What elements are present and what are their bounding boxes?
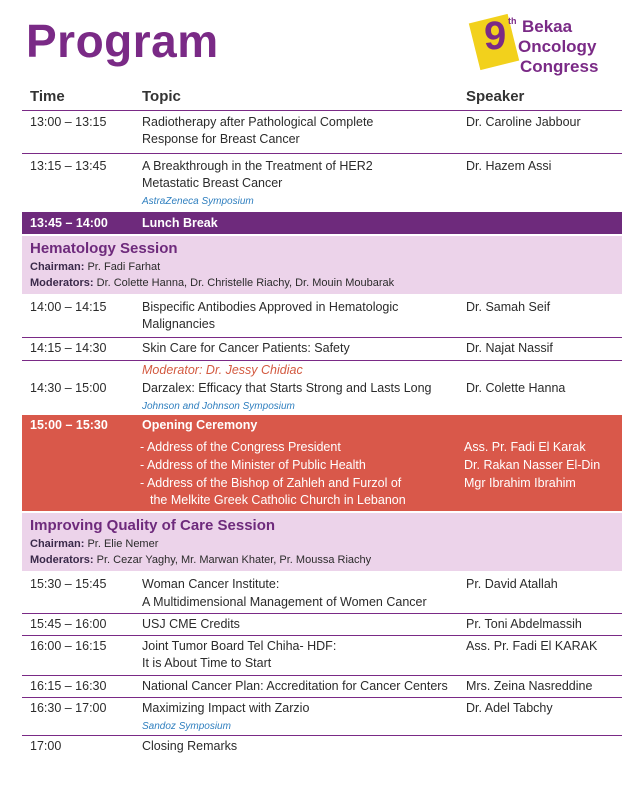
row-topic-cont: Malignancies bbox=[142, 317, 215, 331]
row-speaker: Mrs. Zeina Nasreddine bbox=[466, 679, 593, 693]
row-time: 16:30 – 17:00 bbox=[30, 701, 107, 715]
row-time: 17:00 bbox=[30, 739, 62, 753]
logo-line-3: Congress bbox=[520, 57, 599, 76]
header-speaker: Speaker bbox=[466, 88, 525, 105]
row-topic: USJ CME Credits bbox=[142, 617, 240, 631]
row-topic-cont: Response for Breast Cancer bbox=[142, 132, 300, 146]
hematology-session-band bbox=[22, 236, 622, 294]
chairman-name: Pr. Fadi Farhat bbox=[87, 261, 161, 273]
lunch-label: Lunch Break bbox=[142, 216, 218, 230]
row-time: 15:45 – 16:00 bbox=[30, 617, 107, 631]
row-time: 14:30 – 15:00 bbox=[30, 381, 107, 395]
opening-label: Opening Ceremony bbox=[142, 418, 258, 432]
row-speaker: Ass. Pr. Fadi El KARAK bbox=[466, 639, 598, 653]
row-time: 16:00 – 16:15 bbox=[30, 639, 107, 653]
moderators-label: Moderators: bbox=[30, 554, 94, 566]
logo-line-1: Bekaa bbox=[522, 17, 573, 36]
opening-item: - Address of the Bishop of Zahleh and Furzol of bbox=[140, 476, 402, 490]
opening-item: - Address of the Congress President bbox=[140, 440, 341, 454]
opening-item: - Address of the Minister of Public Health bbox=[140, 458, 366, 472]
row-topic: Woman Cancer Institute: bbox=[142, 577, 280, 591]
row-topic: Bispecific Antibodies Approved in Hematologic bbox=[142, 300, 399, 314]
row-speaker: Dr. Hazem Assi bbox=[466, 159, 552, 173]
opening-time: 15:00 – 15:30 bbox=[30, 418, 108, 432]
divider bbox=[22, 337, 622, 338]
row-topic: Skin Care for Cancer Patients: Safety bbox=[142, 341, 350, 355]
row-topic: Radiotherapy after Pathological Complete bbox=[142, 115, 374, 129]
row-topic-cont: A Multidimensional Management of Women Cancer bbox=[142, 595, 427, 609]
row-topic: Maximizing Impact with Zarzio bbox=[142, 701, 310, 715]
header-topic: Topic bbox=[142, 88, 181, 105]
session-chairman bbox=[30, 538, 158, 550]
chairman-name: Pr. Elie Nemer bbox=[87, 538, 159, 550]
row-topic: Darzalex: Efficacy that Starts Strong and Lasts Long bbox=[142, 381, 432, 395]
session-title: Improving Quality of Care Session bbox=[30, 517, 276, 534]
row-topic: Closing Remarks bbox=[142, 739, 238, 753]
row-speaker: Dr. Adel Tabchy bbox=[466, 701, 553, 715]
row-time: 13:15 – 13:45 bbox=[30, 159, 107, 173]
congress-logo bbox=[468, 10, 628, 86]
session-title: Hematology Session bbox=[30, 240, 178, 257]
divider bbox=[22, 153, 622, 154]
divider bbox=[22, 110, 622, 111]
opening-speaker: Ass. Pr. Fadi El Karak bbox=[464, 440, 586, 454]
row-speaker: Dr. Samah Seif bbox=[466, 300, 551, 314]
opening-item: the Melkite Greek Catholic Church in Lebanon bbox=[150, 493, 406, 507]
logo-line-2: Oncology bbox=[518, 37, 597, 56]
row-time: 14:15 – 14:30 bbox=[30, 341, 107, 355]
lunch-band bbox=[22, 212, 622, 234]
logo-superscript: th bbox=[508, 16, 517, 26]
session-chairman bbox=[30, 261, 160, 273]
divider bbox=[22, 675, 622, 676]
row-topic-cont: Metastatic Breast Cancer bbox=[142, 176, 283, 190]
row-topic: Joint Tumor Board Tel Chiha- HDF: bbox=[142, 639, 337, 653]
divider bbox=[22, 697, 622, 698]
opening-ceremony-band bbox=[22, 415, 622, 511]
row-speaker: Dr. Najat Nassif bbox=[466, 341, 553, 355]
session-moderators bbox=[30, 277, 394, 289]
row-time: 16:15 – 16:30 bbox=[30, 679, 107, 693]
opening-speaker: Dr. Rakan Nasser El-Din bbox=[464, 458, 601, 472]
chairman-label: Chairman: bbox=[30, 261, 85, 273]
moderators-names: Pr. Cezar Yaghy, Mr. Marwan Khater, Pr. Moussa Riachy bbox=[93, 554, 372, 566]
divider bbox=[22, 613, 622, 614]
row-time: 15:30 – 15:45 bbox=[30, 577, 107, 591]
row-speaker: Dr. Caroline Jabbour bbox=[466, 115, 581, 129]
lunch-time: 13:45 – 14:00 bbox=[30, 216, 108, 230]
row-topic: A Breakthrough in the Treatment of HER2 bbox=[142, 159, 373, 173]
row-time: 13:00 – 13:15 bbox=[30, 115, 107, 129]
row-topic: National Cancer Plan: Accreditation for Cancer Centers bbox=[142, 679, 448, 693]
header-time: Time bbox=[30, 88, 65, 105]
row-speaker: Dr. Colette Hanna bbox=[466, 381, 566, 395]
moderators-names: Dr. Colette Hanna, Dr. Christelle Riachy, Dr. Mouin Moubarak bbox=[96, 277, 395, 289]
sponsor-label: Sandoz Symposium bbox=[142, 721, 231, 732]
row-speaker: Pr. Toni Abdelmassih bbox=[466, 617, 582, 631]
opening-speaker: Mgr Ibrahim Ibrahim bbox=[464, 476, 576, 490]
sponsor-label: AstraZeneca Symposium bbox=[142, 196, 254, 207]
row-speaker: Pr. David Atallah bbox=[466, 577, 558, 591]
page-title: Program bbox=[26, 15, 219, 67]
sponsor-label: Johnson and Johnson Symposium bbox=[142, 401, 295, 412]
divider bbox=[22, 635, 622, 636]
row-time: 14:00 – 14:15 bbox=[30, 300, 107, 314]
moderators-label: Moderators: bbox=[30, 277, 94, 289]
divider bbox=[22, 360, 622, 361]
moderator-note: Moderator: Dr. Jessy Chidiac bbox=[142, 363, 303, 377]
chairman-label: Chairman: bbox=[30, 538, 85, 550]
logo-number: 9 bbox=[484, 14, 507, 58]
session-moderators bbox=[30, 554, 371, 566]
quality-session-band bbox=[22, 513, 622, 571]
divider bbox=[22, 735, 622, 736]
row-topic-cont: It is About Time to Start bbox=[142, 656, 272, 670]
